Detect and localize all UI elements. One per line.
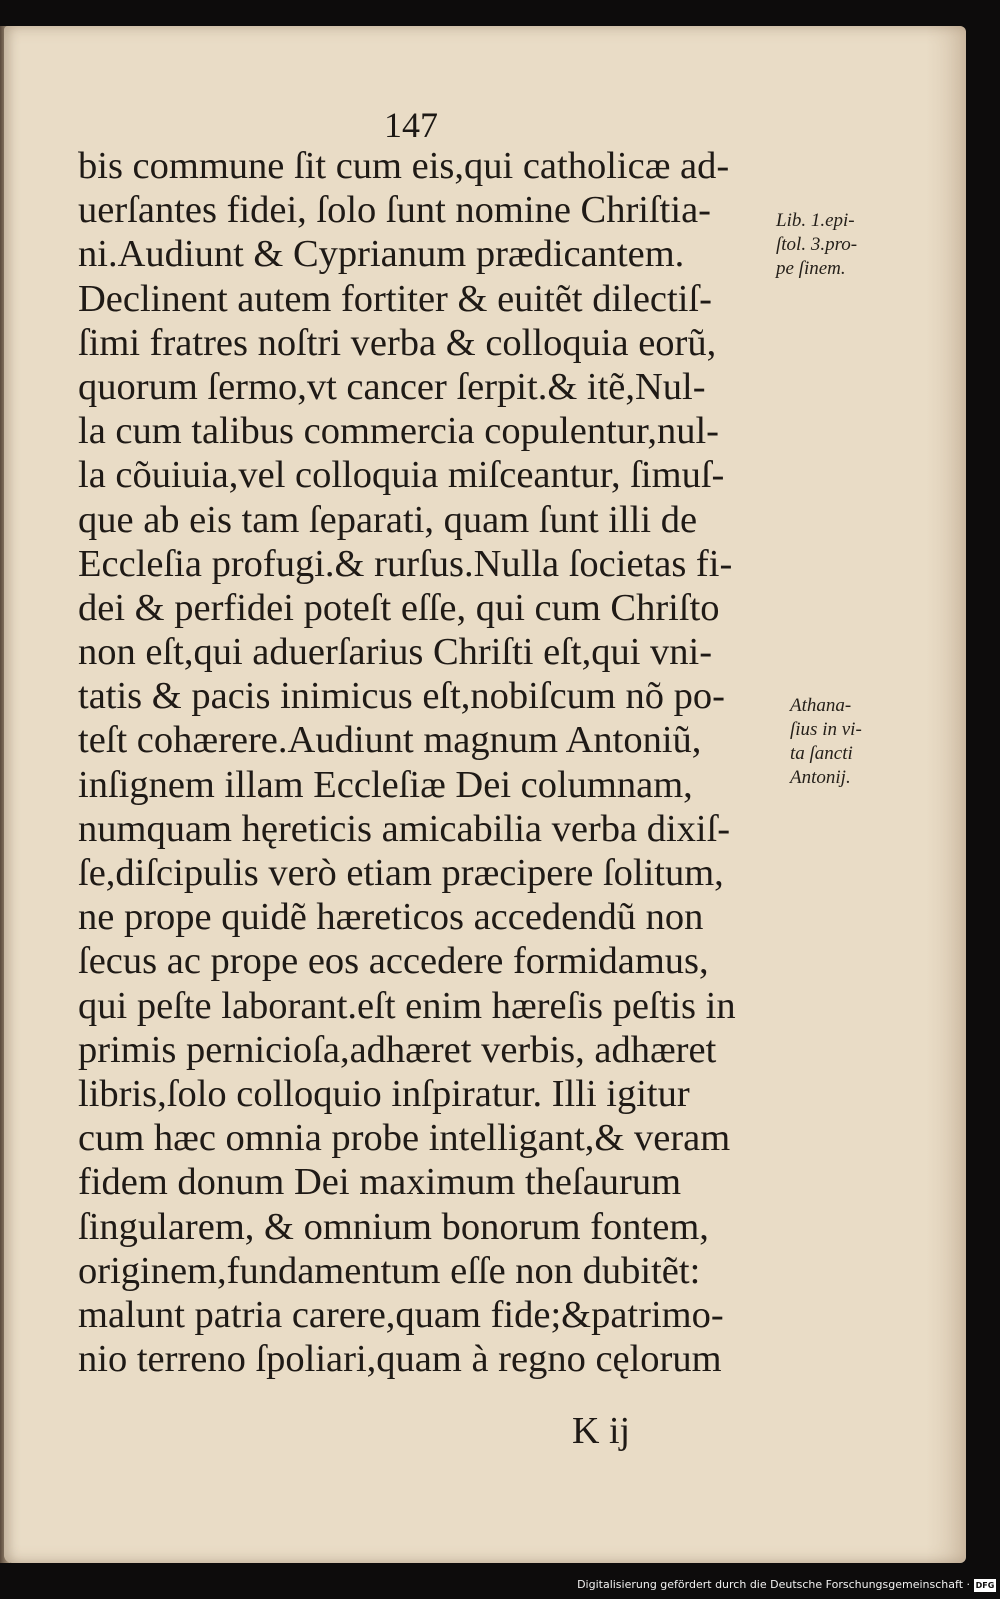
margin-note-line: ſius in vi- <box>790 719 862 740</box>
body-text <box>78 144 778 1381</box>
margin-note-cyprian <box>776 209 857 281</box>
text-line: ni.Audiunt & Cyprianum prædicantem. <box>78 233 685 276</box>
text-line: Eccleſia profugi.& rurſus.Nulla ſocietas fi- <box>78 542 733 585</box>
text-line: la cõuiuia,vel colloquia miſceantur, ſimuſ- <box>78 454 725 497</box>
text-line: non eſt,qui aduerſarius Chriſti eſt,qui vni- <box>78 631 713 674</box>
text-line: ſimi fratres noſtri verba & colloquia eorũ, <box>78 321 717 364</box>
text-line: bis commune ſit cum eis,qui catholicæ ad- <box>78 145 730 187</box>
margin-note-line: ta ſancti <box>790 743 853 764</box>
text-line: que ab eis tam ſeparati, quam ſunt illi de <box>78 498 698 541</box>
text-line: nio terreno ſpoliari,quam à regno cęlorum <box>78 1338 722 1381</box>
text-line: uerſantes fidei, ſolo ſunt nomine Chriſtia- <box>78 189 711 232</box>
dfg-logo: DFG <box>975 1581 995 1590</box>
text-line: la cum talibus commercia copulentur,nul- <box>78 410 719 453</box>
text-line: numquam hęreticis amicabilia verba dixiſ- <box>78 807 731 850</box>
margin-note-athanasius <box>790 694 862 790</box>
text-line: dei & perfidei poteſt eſſe, qui cum Chriſto <box>78 586 720 629</box>
margin-note-line: ſtol. 3.pro- <box>776 234 858 255</box>
margin-note-line: pe ſinem. <box>776 258 846 279</box>
text-line: quorum ſermo,vt cancer ſerpit.& itẽ,Nul- <box>78 365 706 408</box>
text-line: fidem donum Dei maximum theſaurum <box>78 1161 682 1204</box>
text-line: cum hæc omnia probe intelligant,& veram <box>78 1117 731 1160</box>
text-line: malunt patria carere,quam fide;&patrimo- <box>78 1293 724 1336</box>
text-line: ſecus ac prope eos accedere formidamus, <box>78 940 709 983</box>
footer-bar <box>0 1563 1000 1599</box>
digitization-credit: Digitalisierung gefördert durch die Deutsche Forschungsgemeinschaft · <box>577 1578 970 1591</box>
text-line: libris,ſolo colloquio inſpiratur. Illi igitur <box>78 1072 690 1115</box>
text-line: tatis & pacis inimicus eſt,nobiſcum nõ po- <box>78 675 725 718</box>
text-line: primis pernicioſa,adhæret verbis, adhæret <box>78 1028 717 1071</box>
text-line: originem,fundamentum eſſe non dubitẽt: <box>78 1249 701 1292</box>
signature-mark: K ij <box>572 1410 631 1452</box>
margin-note-line: Antonij. <box>790 767 851 788</box>
text-line: Declinent autem fortiter & euitẽt dilectiſ- <box>78 277 712 320</box>
text-line: teſt cohærere.Audiunt magnum Antoniũ, <box>78 719 702 762</box>
margin-note-line: Lib. 1.epi- <box>776 210 855 231</box>
text-line: qui peſte laborant.eſt enim hæreſis peſtis in <box>78 984 736 1027</box>
text-line: ne prope quidẽ hæreticos accedendũ non <box>78 896 704 939</box>
text-line: ſe,diſcipulis verò etiam præcipere ſolitum, <box>78 852 724 894</box>
text-line: ſingularem, & omnium bonorum fontem, <box>78 1205 709 1248</box>
text-line: inſignem illam Eccleſiæ Dei columnam, <box>78 763 693 806</box>
page-number: 147 <box>384 105 438 145</box>
margin-note-line: Athana- <box>790 695 852 716</box>
